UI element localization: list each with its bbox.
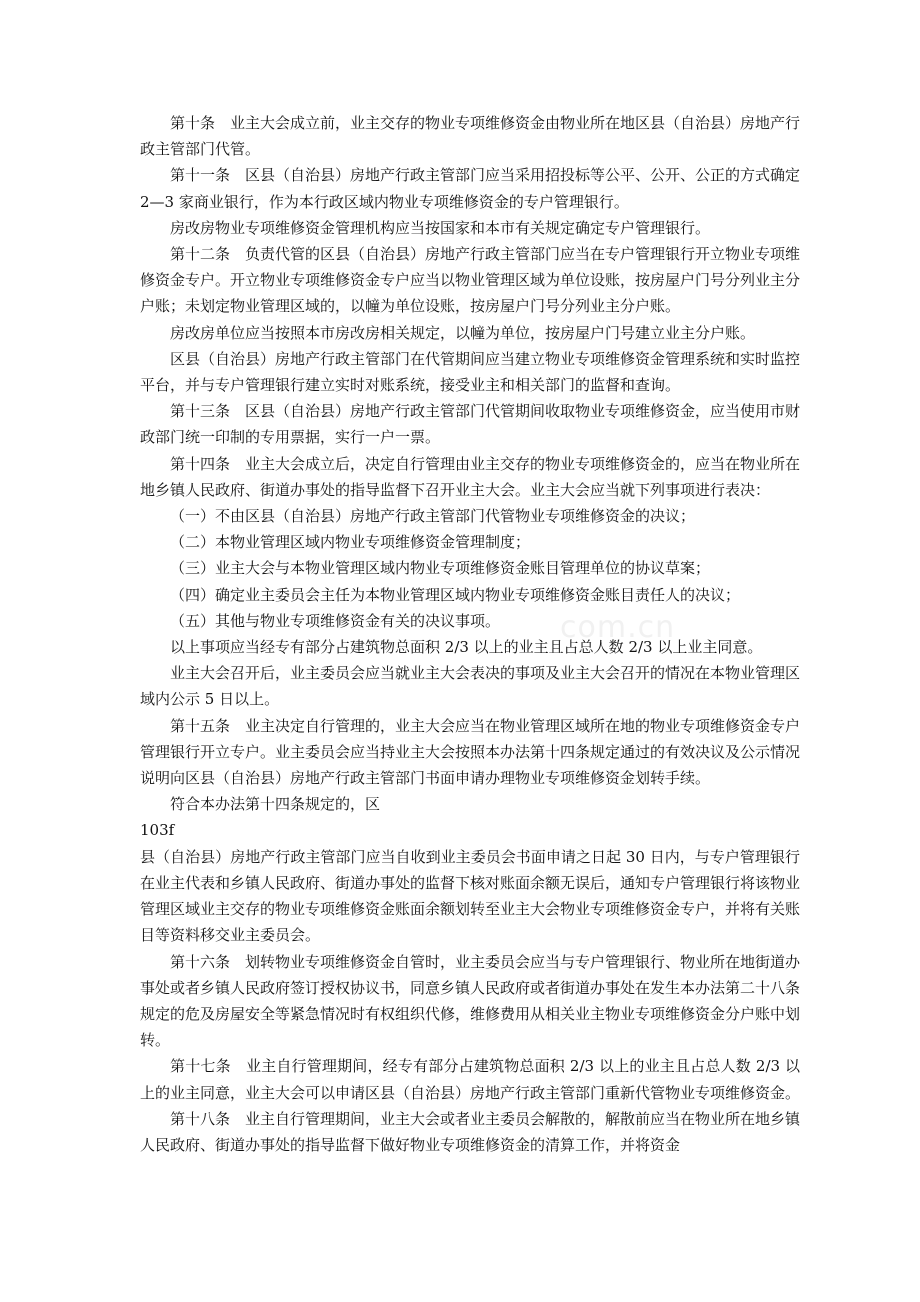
paragraph-monitoring-platform: 区县（自治县）房地产行政主管部门在代管期间应当建立物业专项维修资金管理系统和实时监控平台，并与专户管理银行建立实时对账系统，接受业主和相关部门的监督和查询。 bbox=[140, 349, 801, 395]
list-item-5: （五）其他与物业专项维修资金有关的决议事项。 bbox=[170, 611, 501, 630]
paragraph-public-notice: 业主大会召开后，业主委员会应当就业主大会表决的事项及业主大会召开的情况在本物业管理区域内公示 5 日以上。 bbox=[140, 664, 801, 709]
article-16: 第十六条 划转物业专项维修资金自管时，业主委员会应当与专户管理银行、物业所在地街道办事处或者乡镇人民政府签订授权协议书，同意乡镇人民政府或者街道办事处在发生本办法第二十八条规定的危及房屋安全等紧急情况时有权组织代修，维修费用从相关业主物业专项维修资金分户账中划转。 bbox=[140, 952, 801, 1050]
list-item-4: （四）确定业主委员会主任为本物业管理区域内物业专项维修资金账目责任人的决议； bbox=[170, 585, 741, 604]
list-item-3: （三）业主大会与本物业管理区域内物业专项维修资金账目管理单位的协议草案； bbox=[170, 559, 711, 578]
article-18: 第十八条 业主自行管理期间，业主大会或者业主委员会解散的，解散前应当在物业所在地乡镇人民政府、街道办事处的指导监督下做好物业专项维修资金的清算工作，并将资金 bbox=[140, 1109, 801, 1154]
paragraph-housing-reform-account: 房改房单位应当按照本市房改房相关规定，以幢为单位，按房屋户门号建立业主分户账。 bbox=[170, 323, 756, 342]
paragraph-vote-threshold: 以上事项应当经专有部分占建筑物总面积 2/3 以上的业主且占总人数 2/3 以上业主同意。 bbox=[170, 638, 763, 657]
list-item-1: （一）不由区县（自治县）房地产行政主管部门代管物业专项维修资金的决议； bbox=[170, 507, 696, 526]
article-14: 第十四条 业主大会成立后，决定自行管理由业主交存的物业专项维修资金的，应当在物业所在地乡镇人民政府、街道办事处的指导监督下召开业主大会。业主大会应当就下列事项进行表决： bbox=[140, 454, 801, 499]
paragraph-housing-reform-bank: 房改房物业专项维修资金管理机构应当按国家和本市有关规定确定专户管理银行。 bbox=[170, 218, 711, 237]
article-11: 第十一条 区县（自治县）房地产行政主管部门应当采用招投标等公平、公开、公正的方式确定 2—3 家商业银行，作为本行政区域内物业专项维修资金的专户管理银行。 bbox=[140, 166, 801, 211]
article-13: 第十三条 区县（自治县）房地产行政主管部门代管期间收取物业专项维修资金，应当使用市财政部门统一印制的专用票据，实行一户一票。 bbox=[140, 402, 801, 447]
article-12: 第十二条 负责代管的区县（自治县）房地产行政主管部门应当在专户管理银行开立物业专项维修资金专户。开立物业专项维修资金专户应当以物业管理区域为单位设账，按房屋户门号分列业主分户账；未划定物业管理区域的，以幢为单位设账，按房屋户门号分列业主分户账。 bbox=[140, 245, 801, 316]
watermark: com.cn bbox=[560, 610, 676, 645]
article-15: 第十五条 业主决定自行管理的，业主大会应当在物业管理区域所在地的物业专项维修资金专户管理银行开立专户。业主委员会应当持业主大会按照本办法第十四条规定通过的有效决议及公示情况说明向区县（自治县）房地产行政主管部门书面申请办理物业专项维修资金划转手续。 bbox=[140, 716, 801, 788]
stray-marker: 103f bbox=[140, 821, 175, 840]
document-body bbox=[140, 110, 800, 1158]
paragraph-compliance: 符合本办法第十四条规定的，区 bbox=[170, 795, 381, 814]
article-17: 第十七条 业主自行管理期间，经专有部分占建筑物总面积 2/3 以上的业主且占总人数 2/3 以上的业主同意，业主大会可以申请区县（自治县）房地产行政主管部门重新代管物业专项维修资金。 bbox=[140, 1057, 801, 1102]
list-item-2: （二）本物业管理区域内物业专项维修资金管理制度； bbox=[170, 533, 531, 552]
paragraph-transfer: 县（自治县）房地产行政主管部门应当自收到业主委员会书面申请之日起 30 日内，与专户管理银行在业主代表和乡镇人民政府、街道办事处的监督下核对账面余额无误后，通知专户管理银行将该物业管理区域业主交存的物业专项维修资金账面余额划转至业主大会物业专项维修资金专户，并将有关账目等资料移交业主委员会。 bbox=[140, 847, 801, 945]
article-10: 第十条 业主大会成立前，业主交存的物业专项维修资金由物业所在地区县（自治县）房地产行政主管部门代管。 bbox=[140, 114, 801, 159]
